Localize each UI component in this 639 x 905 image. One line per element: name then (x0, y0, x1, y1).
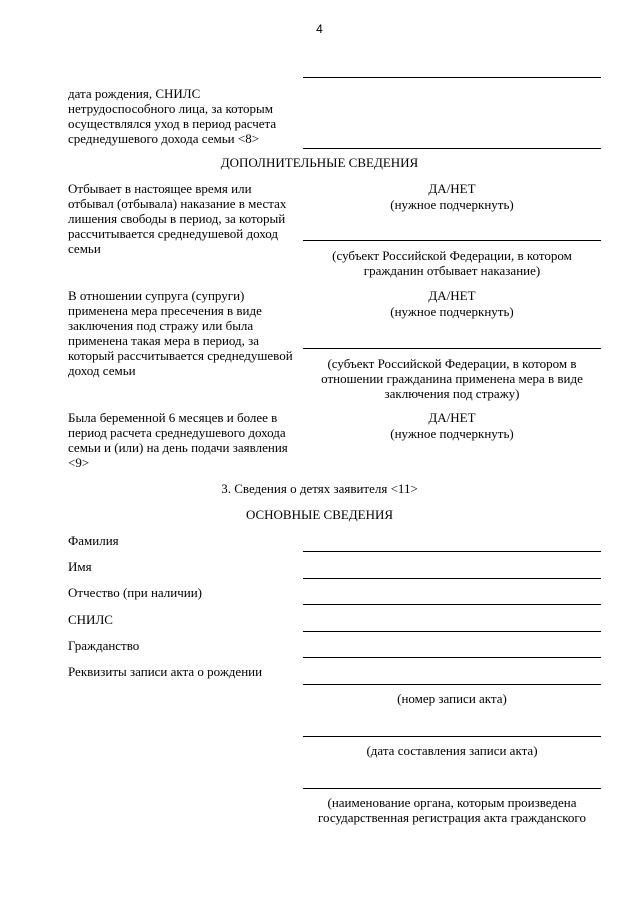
spouse-detention-yes-no[interactable]: ДА/НЕТ (428, 288, 476, 303)
imprisonment-region-line[interactable] (303, 240, 601, 241)
disabled-person-answer-line[interactable] (303, 148, 601, 149)
spouse-detention-hint: (нужное подчеркнуть) (390, 304, 514, 319)
snils-label: СНИЛС (68, 612, 113, 627)
section-3-title: 3. Сведения о детях заявителя <11> (221, 481, 418, 496)
name-field[interactable] (303, 578, 601, 579)
citizenship-label: Гражданство (68, 638, 140, 653)
disabled-person-label: дата рождения, СНИЛС нетрудоспособного лица, за которым осуществлялся уход в период расчета среднедушевого дохода семьи <8> (68, 86, 277, 146)
imprisonment-hint: (нужное подчеркнуть) (390, 197, 514, 212)
birth-record-authority-caption: (наименование органа, которым произведена государственная регистрация акта гражданского (318, 795, 586, 825)
basic-info-heading: ОСНОВНЫЕ СВЕДЕНИЯ (245, 507, 394, 522)
spouse-detention-question: В отношении супруга (супруги) применена мера пресечения в виде заключения под стражу или была применена такая мера в период, за который рассчитывается среднедушевой доход семьи (68, 288, 293, 378)
spouse-detention-region-line[interactable] (303, 348, 601, 349)
birth-record-label: Реквизиты записи акта о рождении (68, 664, 263, 679)
name-label: Имя (68, 559, 92, 574)
surname-label: Фамилия (68, 533, 119, 548)
imprisonment-question: Отбывает в настоящее время или отбывал (отбывала) наказание в местах лишения свободы в период, за который рассчитывается среднедушевой доход семьи (68, 181, 287, 256)
pregnancy-question: Была беременной 6 месяцев и более в период расчета среднедушевого дохода семьи и (или) на день подачи заявления <9> (68, 410, 288, 470)
surname-field[interactable] (303, 551, 601, 552)
birth-record-number-field[interactable] (303, 684, 601, 685)
spouse-detention-region-caption: (субъект Российской Федерации, в котором в отношении гражданина применена мера в виде заключения под стражу) (321, 356, 583, 401)
pregnancy-yes-no[interactable]: ДА/НЕТ (428, 410, 476, 425)
snils-field[interactable] (303, 631, 601, 632)
patronymic-label: Отчество (при наличии) (68, 585, 203, 600)
page-number: 4 (316, 22, 323, 36)
top-line-1 (303, 77, 601, 78)
birth-record-number-caption: (номер записи акта) (397, 691, 507, 706)
citizenship-field[interactable] (303, 657, 601, 658)
imprisonment-yes-no[interactable]: ДА/НЕТ (428, 181, 476, 196)
birth-record-authority-field[interactable] (303, 788, 601, 789)
birth-record-date-caption: (дата составления записи акта) (366, 743, 538, 758)
imprisonment-region-caption: (субъект Российской Федерации, в котором гражданин отбывает наказание) (332, 248, 572, 278)
birth-record-date-field[interactable] (303, 736, 601, 737)
pregnancy-hint: (нужное подчеркнуть) (390, 426, 514, 441)
additional-info-heading: ДОПОЛНИТЕЛЬНЫЕ СВЕДЕНИЯ (220, 155, 419, 170)
patronymic-field[interactable] (303, 604, 601, 605)
